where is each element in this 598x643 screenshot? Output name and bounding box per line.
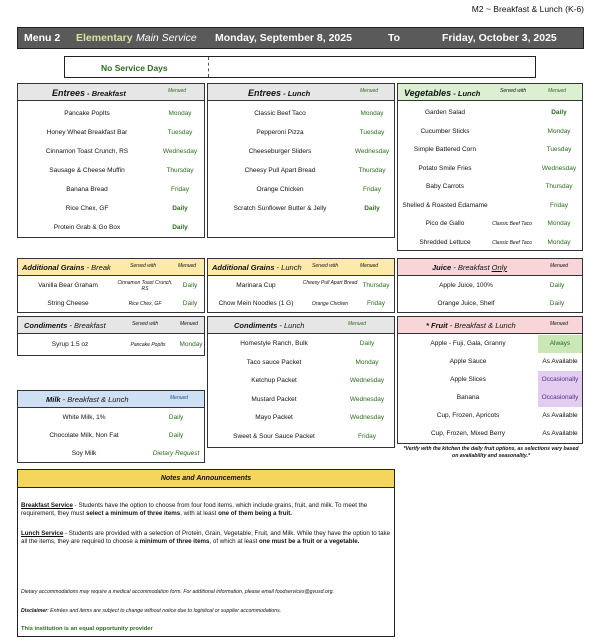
section-header	[398, 84, 582, 101]
breakfast-text-a: - Students have the option to choose from four food items, which include grains, fruit, and milk. To meet the requirement, they must	[21, 502, 368, 517]
day-value: Wednesday	[349, 377, 385, 385]
day-value: Monday	[179, 341, 203, 348]
item-name: Rice Chex, GF	[65, 204, 109, 212]
header-title: Additional Grains	[212, 263, 275, 272]
day-value: As Available	[542, 412, 578, 419]
notes-section	[17, 469, 395, 637]
item-name: Chow Mein Noodles (1 G)	[218, 300, 294, 307]
list-item	[208, 391, 394, 410]
item-name: Mayo Packet	[255, 414, 293, 422]
menu-banner	[17, 27, 584, 49]
day-value: As Available	[542, 358, 578, 365]
vegetables-section	[397, 83, 583, 251]
item-name: White Milk, 1%	[62, 414, 106, 421]
menued-label: Menued	[180, 321, 199, 327]
day-value: Daily	[172, 204, 188, 212]
no-service-days-box	[64, 56, 536, 78]
day-value: Friday	[549, 201, 569, 209]
served-with-value: Rice Chex, GF	[128, 301, 162, 307]
served-with-value: Cheesy Pull Apart Bread	[302, 280, 358, 286]
item-name: Simple Battered Corn	[413, 146, 477, 154]
list-item	[208, 123, 394, 142]
day-value: Daily	[172, 223, 188, 231]
served-with-label: Served with	[312, 263, 339, 269]
item-name: Cucumber Sticks	[420, 127, 470, 135]
list-item	[18, 123, 204, 142]
item-name: Potato Smile Fries	[418, 164, 472, 172]
header-title: Additional Grains	[22, 263, 85, 272]
section-header	[18, 391, 204, 408]
day-value: Always	[538, 335, 582, 353]
menued-label: Menued	[170, 395, 189, 401]
entrees-lunch-section	[207, 83, 395, 238]
disclaimer-label: Disclaimer	[21, 608, 48, 614]
breakfast-service-label: Breakfast Service	[21, 502, 73, 509]
list-item	[18, 199, 204, 218]
list-item	[18, 295, 204, 313]
header-title: Condiments	[234, 321, 278, 330]
list-item	[18, 142, 204, 161]
list-item	[398, 389, 582, 407]
item-name: Banana Bread	[66, 185, 108, 193]
header-title: Entrees	[248, 88, 282, 98]
menued-label: Menued	[360, 263, 379, 269]
day-value: Monday	[547, 238, 571, 246]
item-name: Cheeseburger Sliders	[248, 147, 312, 155]
day-value: Occasionally	[538, 389, 582, 407]
section-header	[18, 84, 204, 101]
section-header	[398, 259, 582, 276]
list-item	[208, 161, 394, 180]
served-with-value: Pancake PopIts	[130, 342, 166, 348]
breakfast-text-b: select a minimum of three items	[86, 510, 181, 517]
list-item	[18, 335, 204, 355]
day-value: Friday	[362, 185, 382, 193]
day-value: Wednesday	[349, 414, 385, 422]
item-name: Baby Carrots	[426, 183, 464, 191]
item-name: Orange Chicken	[256, 185, 304, 193]
header-subtitle: - Lunch	[281, 89, 311, 98]
item-name: Orange Juice, Shelf	[437, 300, 495, 307]
item-name: Homestyle Ranch, Bulk	[240, 340, 308, 348]
disclaimer-text: : Entrées and items are subject to change without notice due to logistical or supplier accommodations.	[47, 608, 282, 614]
day-value: Daily	[168, 414, 184, 421]
lunch-text-b: minimum of three items	[139, 538, 210, 545]
day-value: Daily	[551, 109, 567, 117]
fruit-note: *Verify with the kitchen the daily fruit options, as selections vary based on availability and seasonality.*	[403, 446, 579, 459]
day-value: As Available	[542, 430, 578, 437]
item-name: Apple Sauce	[449, 358, 487, 365]
lunch-service-label: Lunch Service	[21, 530, 64, 537]
served-with-label: Served with	[500, 88, 527, 94]
header-title: Entrees	[52, 88, 86, 98]
header-title: Juice	[432, 263, 452, 272]
list-item	[398, 141, 582, 160]
section-header	[18, 259, 204, 276]
header-title: Milk	[46, 395, 61, 404]
day-value: Friday	[170, 185, 190, 193]
list-item	[398, 215, 582, 234]
header-title: Condiments	[24, 321, 68, 330]
milk-section	[17, 390, 205, 463]
header-subtitle: - Breakfast	[85, 89, 126, 98]
day-value: Daily	[549, 282, 565, 289]
list-item	[208, 277, 394, 295]
header-subtitle: - Lunch	[274, 263, 302, 272]
menu-label: Menu 2	[24, 32, 61, 44]
item-name: Shredded Lettuce	[419, 238, 471, 246]
day-value: Daily	[364, 204, 380, 212]
end-date: Friday, October 3, 2025	[442, 32, 557, 44]
no-service-days-label: No Service Days	[101, 63, 168, 73]
entrees-breakfast-section	[17, 83, 205, 238]
day-value: Dietary Request	[152, 450, 200, 457]
day-value: Wednesday	[541, 164, 577, 172]
divider	[208, 57, 209, 77]
list-item	[18, 180, 204, 199]
item-name: Taco sauce Packet	[246, 358, 302, 366]
list-item	[18, 409, 204, 427]
day-value: Wednesday	[162, 147, 198, 155]
menued-label: Menued	[550, 321, 569, 327]
list-item	[208, 354, 394, 373]
list-item	[398, 371, 582, 389]
list-item	[208, 335, 394, 354]
header-title: * Fruit	[426, 321, 448, 330]
lunch-text-a: - Students are provided with a selection of Protein, Grain, Vegetable, Fruit, and Milk. While they have the option to take all the items, they are required to choose a	[21, 530, 391, 545]
list-item	[398, 295, 582, 313]
item-name: Protein Grab & Go Box	[53, 223, 121, 231]
section-header	[18, 317, 204, 334]
to-label: To	[388, 32, 401, 44]
day-value: Monday	[168, 109, 192, 117]
item-name: Vanilla Bear Graham	[38, 282, 98, 289]
item-name: Cup, Frozen, Mixed Berry	[430, 430, 506, 437]
menued-label: Menued	[548, 88, 567, 94]
juice-section	[397, 258, 583, 313]
menued-label: Menued	[178, 263, 197, 269]
item-name: Scratch Sunflower Butter & Jelly	[233, 204, 327, 212]
list-item	[208, 372, 394, 391]
section-header	[208, 317, 394, 334]
header-subtitle: - Breakfast	[451, 263, 492, 272]
menued-label: Menued	[348, 321, 367, 327]
lunch-text-c: , of which at least	[209, 538, 259, 545]
served-with-value: Cinnamon Toast Crunch, RS	[117, 280, 173, 292]
served-with-value: Classic Beef Taco	[492, 239, 532, 246]
item-name: Cinnamon Toast Crunch, RS	[45, 147, 129, 155]
breakfast-text-c: , with at least	[180, 510, 219, 517]
list-item	[398, 234, 582, 253]
equal-opportunity-note: This institution is an equal opportunity provider	[21, 626, 153, 632]
item-name: Apple Juice, 100%	[439, 282, 493, 289]
served-with-value: Orange Chicken	[311, 301, 349, 307]
list-item	[398, 160, 582, 179]
day-value: Wednesday	[349, 395, 385, 403]
day-value: Monday	[547, 127, 571, 135]
day-value: Friday	[357, 432, 377, 440]
header-subtitle: - Lunch	[277, 321, 305, 330]
section-header	[398, 317, 582, 334]
day-value: Tuesday	[546, 146, 572, 154]
header-subtitle: - Lunch	[451, 89, 481, 98]
header-subtitle: - Breakfast	[67, 321, 106, 330]
day-value: Monday	[547, 220, 571, 228]
item-name: Pepperoni Pizza	[256, 128, 304, 136]
section-header	[208, 84, 394, 101]
disclaimer-note	[21, 608, 391, 614]
list-item	[208, 142, 394, 161]
item-name: Ketchup Packet	[251, 377, 297, 385]
grains-lunch-section	[207, 258, 395, 313]
item-name: Garden Salad	[424, 109, 466, 117]
day-value: Friday	[366, 300, 386, 307]
lunch-service-note	[21, 530, 391, 546]
item-name: Syrup 1.5 oz	[51, 341, 89, 348]
grains-breakfast-section	[17, 258, 205, 313]
item-name: Honey Wheat Breakfast Bar	[46, 128, 128, 136]
item-name: Soy Milk	[71, 450, 97, 457]
list-item	[398, 425, 582, 443]
lunch-text-d: one must be a fruit or a vegetable.	[259, 538, 360, 545]
item-name: Pancake PopIts	[64, 109, 110, 117]
menued-label: Menued	[360, 88, 379, 94]
day-value: Daily	[359, 340, 375, 348]
item-name: Chocolate Milk, Non Fat	[49, 432, 119, 439]
day-value: Daily	[168, 432, 184, 439]
list-item	[398, 197, 582, 216]
day-value: Daily	[182, 300, 198, 307]
list-item	[208, 199, 394, 218]
item-name: Banana	[456, 394, 480, 401]
start-date: Monday, September 8, 2025	[215, 32, 352, 44]
day-value: Monday	[355, 358, 379, 366]
item-name: String Cheese	[47, 300, 89, 307]
notes-header	[18, 470, 394, 488]
item-name: Shelled & Roasted Edamame	[402, 201, 488, 209]
list-item	[208, 104, 394, 123]
fruit-section	[397, 316, 583, 444]
item-name: Mustard Packet	[251, 395, 297, 403]
corner-title: M2 ~ Breakfast & Lunch (K-6)	[471, 4, 584, 14]
condiments-breakfast-section	[17, 316, 205, 356]
day-value: Occasionally	[538, 371, 582, 389]
list-item	[398, 178, 582, 197]
served-with-label: Served with	[130, 263, 157, 269]
served-with-label: Served with	[132, 321, 159, 327]
menued-label: Menued	[168, 88, 187, 94]
list-item	[208, 295, 394, 313]
day-value: Wednesday	[354, 147, 390, 155]
list-item	[398, 104, 582, 123]
list-item	[18, 427, 204, 445]
list-item	[398, 407, 582, 425]
list-item	[18, 161, 204, 180]
level-label: Elementary	[76, 32, 133, 44]
item-name: Sausage & Cheese Muffin	[49, 166, 125, 174]
day-value: Thursday	[362, 282, 390, 289]
header-subtitle: - Breakfast & Lunch	[60, 395, 129, 404]
section-header	[208, 259, 394, 276]
service-label: Main Service	[136, 32, 197, 44]
header-subtitle: - Breakfast & Lunch	[447, 321, 516, 330]
header-only: Only	[491, 263, 508, 272]
list-item	[18, 104, 204, 123]
item-name: Sweet & Sour Sauce Packet	[233, 432, 315, 440]
served-with-value: Classic Beef Taco	[492, 221, 532, 228]
day-value: Tuesday	[167, 128, 193, 136]
item-name: Classic Beef Taco	[254, 109, 306, 117]
list-item	[18, 277, 204, 295]
condiments-lunch-section	[207, 316, 395, 448]
item-name: Marinara Cup	[236, 282, 276, 289]
list-item	[398, 335, 582, 353]
item-name: Cheesy Pull Apart Bread	[244, 166, 316, 174]
item-name: Cup, Frozen, Apricots	[436, 412, 500, 419]
breakfast-service-note	[21, 502, 391, 518]
list-item	[398, 277, 582, 295]
item-name: Pico de Gallo	[425, 220, 465, 228]
list-item	[208, 409, 394, 428]
list-item	[398, 123, 582, 142]
day-value: Monday	[360, 109, 384, 117]
day-value: Thursday	[545, 183, 573, 191]
day-value: Tuesday	[359, 128, 385, 136]
day-value: Thursday	[166, 166, 194, 174]
breakfast-text-d: one of them being a fruit.	[218, 510, 292, 517]
item-name: Apple Slices	[450, 376, 486, 383]
header-title: Vegetables	[404, 88, 452, 98]
item-name: Apple - Fuji, Gala, Granny	[430, 340, 506, 347]
day-value: Daily	[549, 300, 565, 307]
day-value: Daily	[182, 282, 198, 289]
menued-label: Menued	[550, 263, 569, 269]
list-item	[18, 218, 204, 237]
list-item	[398, 353, 582, 371]
dietary-note: Dietary accommodations may require a medical accommodation form. For additional information, please email foodservices@gvusd.org.	[21, 589, 334, 595]
header-subtitle: - Break	[84, 263, 111, 272]
notes-title: Notes and Announcements	[160, 475, 252, 482]
day-value: Thursday	[358, 166, 386, 174]
list-item	[208, 428, 394, 447]
list-item	[208, 180, 394, 199]
list-item	[18, 445, 204, 463]
